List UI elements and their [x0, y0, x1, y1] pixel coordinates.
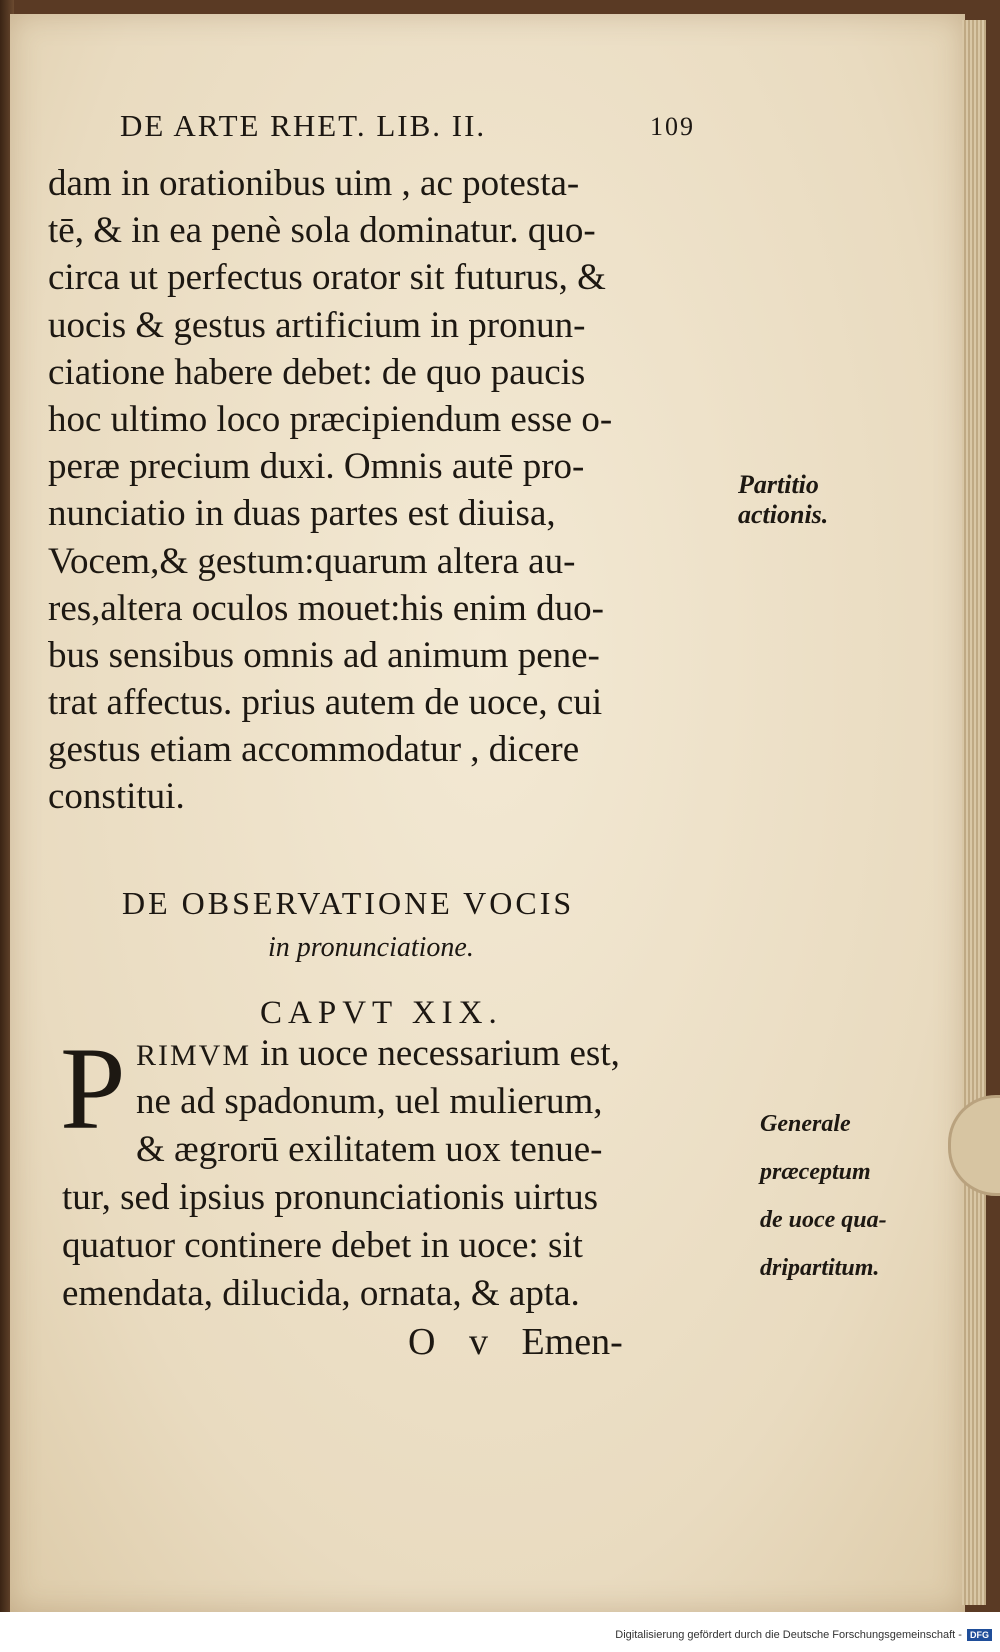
- page-stack-edge: [962, 20, 986, 1605]
- text-line: & ægrorū exilitatem uox tenue-: [136, 1129, 603, 1170]
- text-line: constitui.: [48, 776, 185, 818]
- text-line: Vocem,& gestum:quarum altera au-: [48, 540, 576, 582]
- page-number: 109: [650, 112, 695, 141]
- chapter-number: CAPVT XIX.: [260, 995, 503, 1031]
- digitization-credit: [615, 1629, 992, 1641]
- dfg-logo: DFG: [967, 1629, 992, 1641]
- text-line: ne ad spadonum, uel mulierum,: [136, 1081, 603, 1122]
- text-line: circa ut perfectus orator sit futurus, &: [48, 257, 606, 299]
- text-line: dam in orationibus uim , ac potesta-: [48, 163, 580, 204]
- margin-note-partitio: [738, 470, 828, 530]
- chapter-heading: DE OBSERVATIONE VOCIS: [122, 885, 575, 921]
- margin-note-line: præceptum: [760, 1159, 871, 1185]
- margin-note-line: dripartitum.: [760, 1255, 880, 1281]
- chapter-subheading: in pronunciatione.: [268, 932, 474, 963]
- text-line: tē, & in ea penè sola dominatur. quo-: [48, 210, 596, 252]
- paragraph-1: [48, 160, 738, 821]
- small-caps-word: RIMVM: [136, 1039, 252, 1072]
- text-line: nunciatio in duas partes est diuisa,: [48, 493, 556, 535]
- text-span: in uoce necessarium est,: [251, 1033, 620, 1074]
- drop-cap-initial: P: [60, 1023, 126, 1154]
- text-line: uocis & gestus artificium in pronun-: [48, 304, 586, 346]
- margin-note-line: actionis.: [738, 500, 829, 529]
- running-head-title: DE ARTE RHET. LIB. II.: [120, 108, 487, 143]
- text-line: ciatione habere debet: de quo paucis: [48, 351, 586, 393]
- text-line: res,altera oculos mouet:his enim duo-: [48, 587, 604, 629]
- running-head: [120, 108, 695, 148]
- margin-note-generale: [760, 1100, 887, 1292]
- text-line: trat affectus. prius autem de uoce, cui: [48, 682, 603, 724]
- catchword: O v Emen-: [408, 1321, 623, 1363]
- margin-note-line: de uoce qua-: [760, 1207, 887, 1233]
- text-line: bus sensibus omnis ad animum pene-: [48, 634, 600, 676]
- text-line: peræ precium duxi. Omnis autē pro-: [48, 446, 585, 488]
- margin-note-line: Partitio: [738, 470, 819, 499]
- text-line: gestus etiam accommodatur , dicere: [48, 729, 580, 771]
- text-line: hoc ultimo loco præcipiendum esse o-: [48, 398, 613, 440]
- paragraph-2: [60, 1023, 752, 1318]
- text-line: emendata, dilucida, ornata, & apta.: [62, 1273, 580, 1314]
- text-line: tur, sed ipsius pronunciationis uirtus: [62, 1177, 599, 1218]
- margin-note-line: Generale: [760, 1111, 851, 1137]
- text-line: [62, 1030, 752, 1078]
- text-line: quatuor continere debet in uoce: sit: [62, 1225, 583, 1266]
- credit-text: Digitalisierung gefördert durch die Deutsche Forschungsgemeinschaft -: [615, 1629, 962, 1641]
